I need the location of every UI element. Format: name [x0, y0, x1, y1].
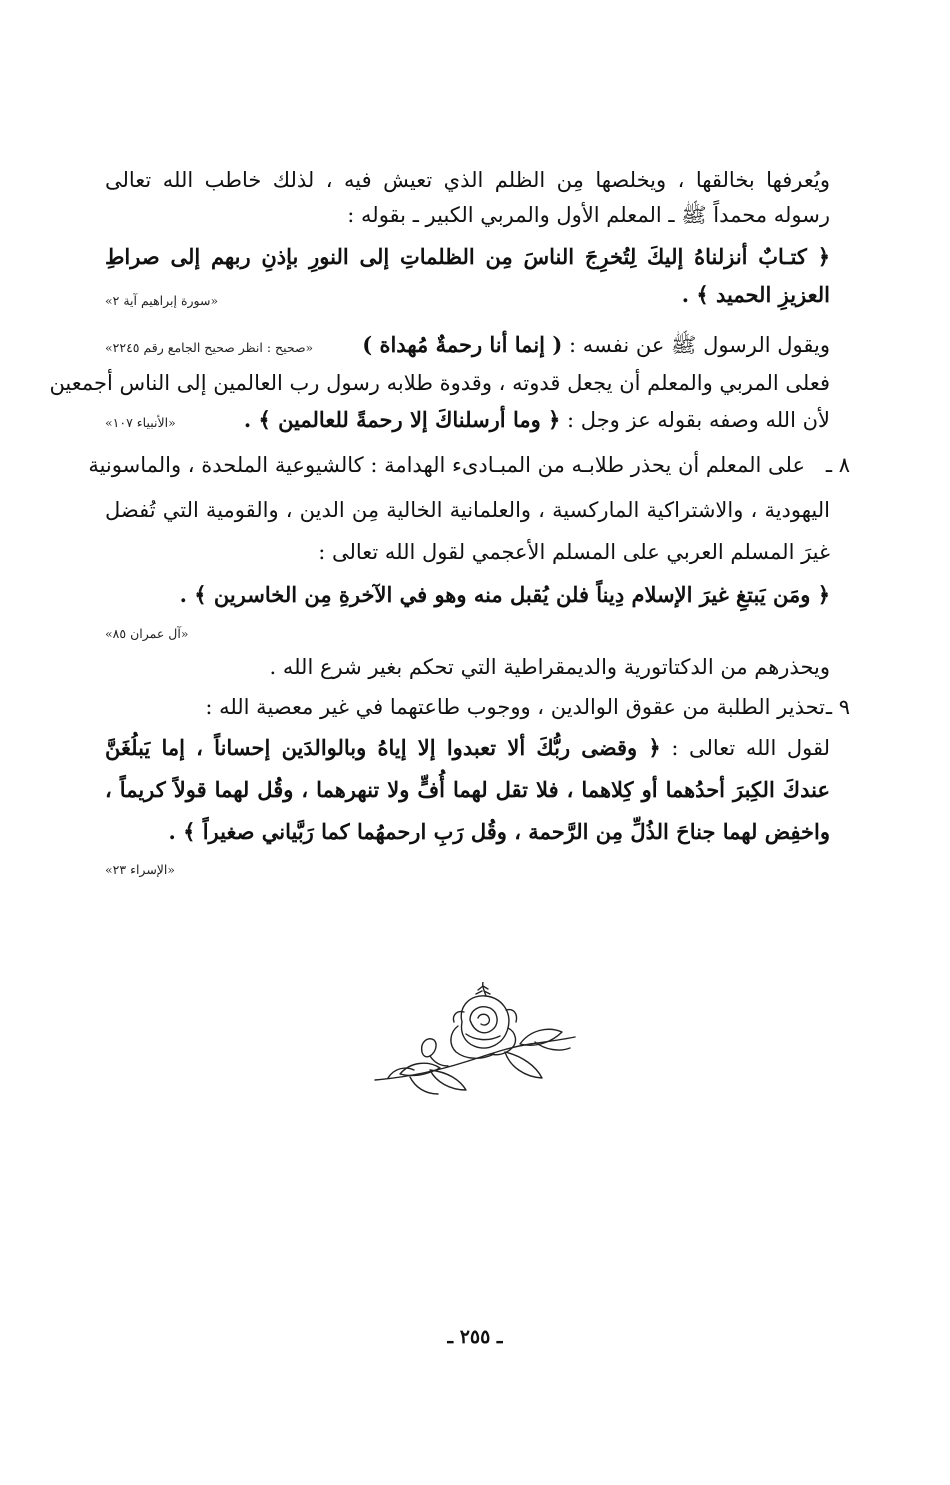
hadith-line — [362, 330, 830, 360]
reference-isra: «الإسراء ٢٣» — [105, 862, 176, 877]
quran-verse-isra-3: واخفِض لهما جناحَ الذُلِّ مِن الرَّحمة ، وقُل رَبِ ارحمهُما كما رَبَّياني صغيراً ﴾ . — [168, 819, 830, 844]
item-8-line-5: ويحذرهم من الدكتاتورية والديمقراطية التي تحكم بغير شرع الله . — [269, 655, 830, 679]
item-8-line-3: غيرَ المسلم العربي على المسلم الأعجمي لقول الله تعالى : — [318, 540, 830, 564]
quran-verse-isra-1: ﴿ وقضى ربُّكَ ألا تعبدوا إلا إياهُ وبالوالدَين إحساناً ، إما يَبلُغَنَّ — [105, 735, 661, 760]
item-9-intro: لقول الله تعالى : — [671, 736, 830, 760]
quran-verse-isra-2: عندكَ الكِبرَ أحدُهما أو كِلاهما ، فلا تقل لهما أُفٍّ ولا تنهرهما ، وقُل لهما قولاً كريماً ، — [105, 777, 830, 802]
text-line-7-intro: لأن الله وصفه بقوله عز وجل : — [567, 408, 830, 432]
page-number: ـ ٢٥٥ ـ — [447, 1326, 503, 1348]
quran-verse-al-imran: ﴿ ومَن يَبتغِ غيرَ الإسلام دِيناً فلن يُقبل منه وهو في الآخرةِ مِن الخاسرين ﴾ . — [179, 582, 830, 607]
item-number-8: ٨ ـ — [825, 453, 850, 477]
text-line-6: فعلى المربي والمعلم أن يجعل قدوته ، وقدوة طلابه رسول رب العالمين إلى الناس أجمعين — [49, 371, 830, 395]
text-line-7 — [244, 405, 830, 435]
item-8-line-1: على المعلم أن يحذر طلابـه من المبـادىء الهدامة : كالشيوعية الملحدة ، والماسونية — [88, 453, 805, 477]
reference-al-imran: «آل عمران ٨٥» — [105, 626, 189, 641]
quran-verse-line-2: العزيزِ الحميد ﴾ . — [681, 282, 830, 307]
quran-verse-anbiya: ﴿ وما أرسلناكَ إلا رحمةً للعالمين ﴾ . — [243, 407, 561, 432]
item-9-line-2 — [105, 733, 830, 763]
hadith-text: ( إنما أنا رحمةٌ مُهداة ) — [362, 332, 563, 357]
item-8-line-2: اليهودية ، والاشتراكية الماركسية ، والعلمانية الخالية مِن الدين ، والقومية التي تُفضل — [105, 498, 830, 522]
rose-ornament-icon — [370, 982, 580, 1117]
reference-ibrahim: «سورة إبراهيم آية ٢» — [105, 293, 219, 308]
reference-anbiya: «الأنبياء ١٠٧» — [105, 415, 176, 430]
item-number-9: ٩ ـ — [825, 695, 850, 719]
quran-verse-line-1: ﴿ كتـابٌ أنزلناهُ إليكَ لِتُخرِجَ الناسَ مِن الظلماتِ إلى النورِ بإذنِ ربهم إلى صراطِ — [105, 244, 830, 269]
reference-sahih-jami: «صحيح : انظر صحيح الجامع رقم ٢٢٤٥» — [105, 340, 314, 355]
text-line-2: رسوله محمداً ﷺ ـ المعلم الأول والمربي الكبير ـ بقوله : — [347, 203, 830, 227]
item-9-line-1: تحذير الطلبة من عقوق الوالدين ، ووجوب طاعتهما في غير معصية الله : — [205, 695, 825, 719]
hadith-intro: ويقول الرسول ﷺ عن نفسه : — [568, 333, 830, 357]
text-line-1: ويُعرفها بخالقها ، ويخلصها مِن الظلم الذي تعيش فيه ، لذلك خاطب الله تعالى — [105, 168, 830, 192]
